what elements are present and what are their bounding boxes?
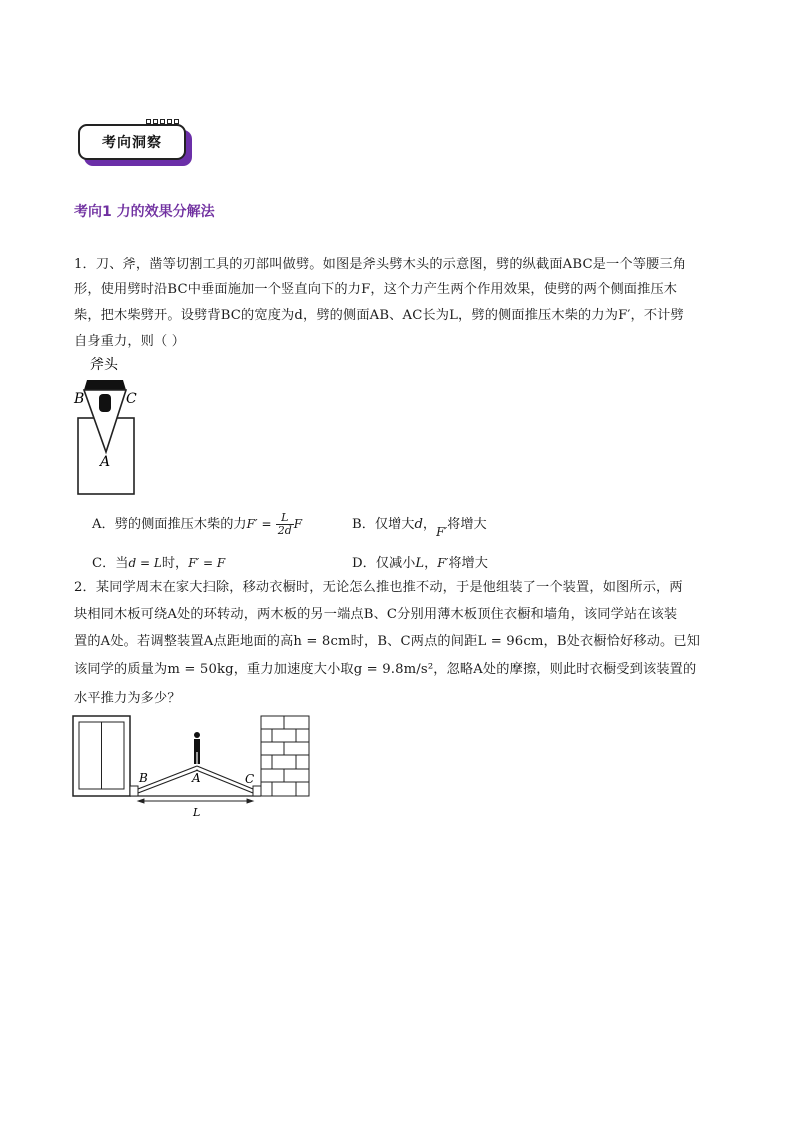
fraction-numerator: L xyxy=(276,512,294,525)
wardrobe-diagram xyxy=(72,712,312,820)
q2-line-5: 水平推力为多少？ xyxy=(74,691,181,706)
badge-decoration xyxy=(146,119,179,124)
length-dimension xyxy=(138,799,253,803)
option-a-fraction xyxy=(276,512,294,537)
brick-wall xyxy=(261,716,309,796)
fraction-denominator: 2d xyxy=(277,524,292,537)
option-b-suffix: 将增大 xyxy=(447,517,487,532)
option-d-var: L xyxy=(415,556,425,571)
option-b-var: d xyxy=(414,517,423,532)
option-d-suffix: 将增大 xyxy=(448,556,488,571)
option-a[interactable] xyxy=(92,512,302,537)
label-a: A xyxy=(100,454,111,470)
person-figure xyxy=(194,732,200,764)
axe-head-top xyxy=(84,380,126,390)
option-d-fprime: F′ xyxy=(437,556,449,570)
option-c[interactable] xyxy=(92,552,225,571)
axe-title: 斧头 xyxy=(90,357,118,373)
block-c xyxy=(253,786,261,796)
q1-line-3: 柴，把木柴劈开。设劈背BC的宽度为d，劈的侧面AB、AC长为L，劈的侧面推压木柴的力为F′，不计劈 xyxy=(74,308,684,323)
label-b2: B xyxy=(139,771,148,785)
option-b[interactable] xyxy=(352,513,487,539)
q2-line-4: 该同学的质量为m = 50kg，重力加速度大小取g = 9.8m/s²，忽略A处的摩擦，则此时衣橱受到该装置的 xyxy=(74,662,697,677)
option-c-formula: d = L xyxy=(128,556,162,570)
option-c-mid: 时， xyxy=(161,556,189,571)
label-l: L xyxy=(193,806,201,819)
q2-line-1: 2．某同学周末在家大扫除，移动衣橱时，无论怎么推也推不动，于是他组装了一个装置，如图所示，两 xyxy=(74,580,683,595)
q2-line-2: 块相同木板可绕A处的环转动，两木板的另一端点B、C分别用薄木板顶住衣橱和墙角，该同学站在该装 xyxy=(74,607,678,622)
axe-diagram xyxy=(70,352,140,497)
option-c-formula2: F′ = F xyxy=(188,556,226,570)
option-d-text: D．仅减小 xyxy=(352,556,416,571)
wardrobe xyxy=(73,716,130,796)
badge-label: 考向洞察 xyxy=(78,124,186,160)
label-c: C xyxy=(126,391,137,407)
q1-line-4: 自身重力，则（ ） xyxy=(74,334,186,349)
q1-line-2: 形，使用劈时沿BC中垂面施加一个竖直向下的力F，这个力产生两个作用效果，使劈的两个侧面推压木 xyxy=(74,282,678,297)
axe-handle-slot xyxy=(99,394,111,412)
q1-line-1: 1．刀、斧，凿等切割工具的刃部叫做劈。如图是斧头劈木头的示意图，劈的纵截面ABC是一个等腰三角 xyxy=(74,257,687,272)
option-c-text: C．当 xyxy=(92,556,129,571)
option-a-text: A．劈的侧面推压木柴的力 xyxy=(92,517,247,532)
q2-line-3: 置的A处。若调整装置A点距地面的高h = 8cm时，B、C两点的间距L = 96cm，B处衣橱恰好移动。已知 xyxy=(74,634,701,649)
section-title: 考向1 力的效果分解法 xyxy=(74,204,215,220)
label-c2: C xyxy=(245,772,255,786)
block-b xyxy=(130,786,138,796)
label-b: B xyxy=(74,391,85,407)
option-b-fprime: F′ xyxy=(436,525,448,539)
option-b-text: B．仅增大 xyxy=(352,517,415,532)
label-a2: A xyxy=(192,771,201,785)
option-d[interactable] xyxy=(352,552,488,571)
option-a-tail: F xyxy=(293,517,303,531)
option-d-comma: ， xyxy=(424,556,438,571)
option-a-lhs: F′ = xyxy=(246,517,272,531)
section-badge xyxy=(78,124,196,170)
option-b-comma: ， xyxy=(422,517,437,532)
